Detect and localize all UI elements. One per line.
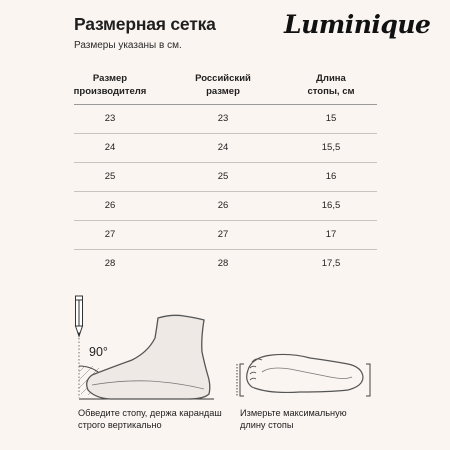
table-cell: 25 bbox=[104, 171, 116, 182]
table-cell: 24 bbox=[104, 142, 116, 153]
column-header-line: Размер bbox=[92, 73, 128, 84]
table-cell: 15,5 bbox=[321, 142, 341, 153]
angle-label: 90° bbox=[89, 345, 108, 359]
left-caption bbox=[78, 407, 222, 431]
table-cell: 25 bbox=[217, 171, 229, 182]
table-cell: 27 bbox=[217, 229, 229, 240]
column-header-line: производителя bbox=[73, 86, 147, 97]
footprint-inner bbox=[262, 368, 352, 379]
table-cell: 26 bbox=[217, 200, 229, 211]
table-cell: 17,5 bbox=[321, 258, 341, 269]
caption-line: длину стопы bbox=[240, 420, 294, 430]
length-bracket-left bbox=[237, 364, 244, 396]
caption-line: строго вертикально bbox=[78, 420, 162, 430]
length-bracket-right bbox=[366, 364, 370, 396]
brand-logo: Luminique bbox=[284, 10, 431, 39]
right-caption bbox=[240, 407, 347, 431]
column-header-line: Длина bbox=[316, 73, 346, 84]
column-header-line: стопы, см bbox=[307, 86, 355, 97]
table-cell: 28 bbox=[217, 258, 229, 269]
column-header-line: размер bbox=[206, 86, 240, 97]
table-cell: 17 bbox=[325, 229, 337, 240]
table-cell: 28 bbox=[104, 258, 116, 269]
table-cell: 23 bbox=[104, 113, 116, 124]
pencil-icon bbox=[76, 296, 83, 336]
caption-line: Обведите стопу, держа карандаш bbox=[78, 408, 222, 418]
caption-line: Измерьте максимальную bbox=[240, 408, 347, 418]
table-cell: 16 bbox=[325, 171, 337, 182]
table-cell: 26 bbox=[104, 200, 116, 211]
toe-icon bbox=[250, 359, 262, 380]
table-cell: 27 bbox=[104, 229, 116, 240]
table-cell: 16,5 bbox=[321, 200, 341, 211]
footprint-outline bbox=[247, 354, 363, 392]
page-title: Размерная сетка bbox=[74, 14, 216, 34]
table-cell: 24 bbox=[217, 142, 229, 153]
table-cell: 23 bbox=[217, 113, 229, 124]
column-header-line: Российский bbox=[195, 73, 251, 84]
table-cell: 15 bbox=[325, 113, 337, 124]
page-subtitle: Размеры указаны в см. bbox=[74, 40, 182, 51]
